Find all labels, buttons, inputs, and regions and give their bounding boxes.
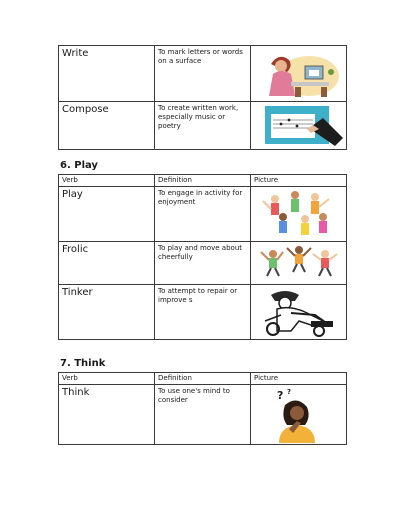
definition-cell [155,46,251,102]
table-row [59,385,347,445]
verb-text: Frolic [62,244,89,255]
header-picture: Picture [251,175,347,187]
verb-cell [59,242,155,285]
hand-writing-music-icon [251,102,347,150]
table-row [59,242,347,285]
think-table [58,372,347,445]
definition-text: To create written work, especially music or poetry [158,104,239,130]
verb-cell [59,187,155,242]
verb-cell [59,285,155,340]
definition-cell [155,102,251,150]
table-row [59,187,347,242]
verb-cell [59,102,155,150]
person-repairing-icon [251,285,347,340]
svg-text:?: ? [277,389,284,402]
person-writing-icon [251,46,347,102]
header-definition: Definition [155,373,251,385]
table-row [59,285,347,340]
header-picture: Picture [251,373,347,385]
definition-text: To attempt to repair or improve s [158,287,238,304]
verb-text: Compose [62,104,109,115]
kids-jumping-icon [251,242,347,285]
definition-cell [155,385,251,445]
verb-text: Write [62,48,89,59]
picture-cell [251,102,347,150]
thinking-woman-icon [251,385,347,445]
section-title-think: 7. Think [60,358,106,369]
picture-cell [251,46,347,102]
picture-cell [251,285,347,340]
definition-cell [155,285,251,340]
header-definition: Definition [155,175,251,187]
kids-playing-icon [251,187,347,242]
picture-cell [251,187,347,242]
picture-cell [251,242,347,285]
verb-cell [59,385,155,445]
picture-cell [251,385,347,445]
verb-text: Play [62,189,83,200]
header-verb: Verb [59,175,155,187]
svg-text:?: ? [287,388,292,396]
table-row [59,46,347,102]
definition-text: To mark letters or words on a surface [158,48,243,65]
table-row [59,102,347,150]
table-header-row [59,373,347,385]
write-compose-table [58,45,347,150]
verb-text: Think [62,387,90,398]
section-title-play: 6. Play [60,160,98,171]
definition-cell [155,242,251,285]
verb-text: Tinker [62,287,93,298]
verb-cell [59,46,155,102]
play-table [58,174,347,340]
definition-text: To use one's mind to consider [158,387,230,404]
definition-text: To engage in activity for enjoyment [158,189,243,206]
definition-text: To play and move about cheerfully [158,244,243,261]
definition-cell [155,187,251,242]
header-verb: Verb [59,373,155,385]
table-header-row [59,175,347,187]
